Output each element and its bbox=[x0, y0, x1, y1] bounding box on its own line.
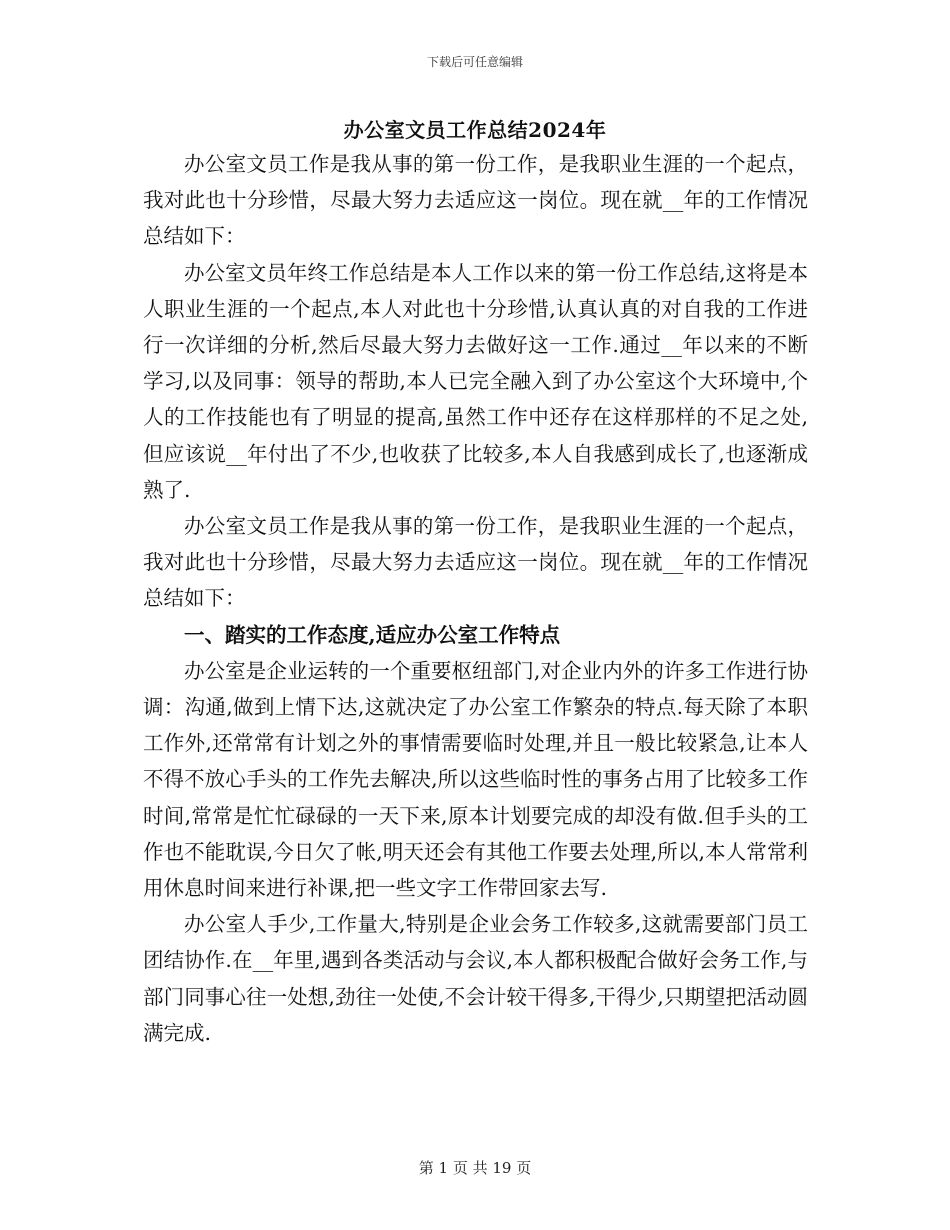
paragraph: 办公室文员年终工作总结是本人工作以来的第一份工作总结,这将是本人职业生涯的一个起点,本人对此也十分珍惜,认真认真的对自我的工作进行一次详细的分析,然后尽最大努力去做好这一工作.通过__年以来的不断学习,以及同事：领导的帮助,本人已完全融入到了办公室这个大环境中,个人的工作技能也有了明显的提高,虽然工作中还存在这样那样的不足之处,但应该说__年付出了不少,也收获了比较多,本人自我感到成长了,也逐渐成熟了. bbox=[143, 260, 808, 502]
paragraph: 办公室文员工作是我从事的第一份工作，是我职业生涯的一个起点，我对此也十分珍惜，尽最大努力去适应这一岗位。现在就__年的工作情况总结如下： bbox=[143, 152, 808, 249]
paragraph: 办公室文员工作是我从事的第一份工作，是我职业生涯的一个起点，我对此也十分珍惜，尽最大努力去适应这一岗位。现在就__年的工作情况总结如下： bbox=[143, 514, 808, 611]
document-body bbox=[143, 146, 808, 1051]
header-note: 下载后可任意编辑 bbox=[426, 55, 523, 69]
page-number-footer: 第 1 页 共 19 页 bbox=[418, 1159, 532, 1177]
paragraph: 办公室是企业运转的一个重要枢纽部门,对企业内外的许多工作进行协调：沟通,做到上情下达,这就决定了办公室工作繁杂的特点.每天除了本职工作外,还常常有计划之外的事情需要临时处理,并且一般比较紧急,让本人不得不放心手头的工作先去解决,所以这些临时性的事务占用了比较多工作时间,常常是忙忙碌碌的一天下来,原本计划要完成的却没有做.但手头的工作也不能耽误,今日欠了帐,明天还会有其他工作要去处理,所以,本人常常利用休息时间来进行补课,把一些文字工作带回家去写. bbox=[143, 658, 808, 901]
paragraph: 办公室人手少,工作量大,特别是企业会务工作较多,这就需要部门员工团结协作.在__年里,遇到各类活动与会议,本人都积极配合做好会务工作,与部门同事心往一处想,劲往一处使,不会计较干得多,干得少,只期望把活动圆满完成. bbox=[143, 912, 808, 1045]
document-title: 办公室文员工作总结2024年 bbox=[343, 118, 607, 142]
section-heading: 一、踏实的工作态度,适应办公室工作特点 bbox=[184, 622, 561, 647]
